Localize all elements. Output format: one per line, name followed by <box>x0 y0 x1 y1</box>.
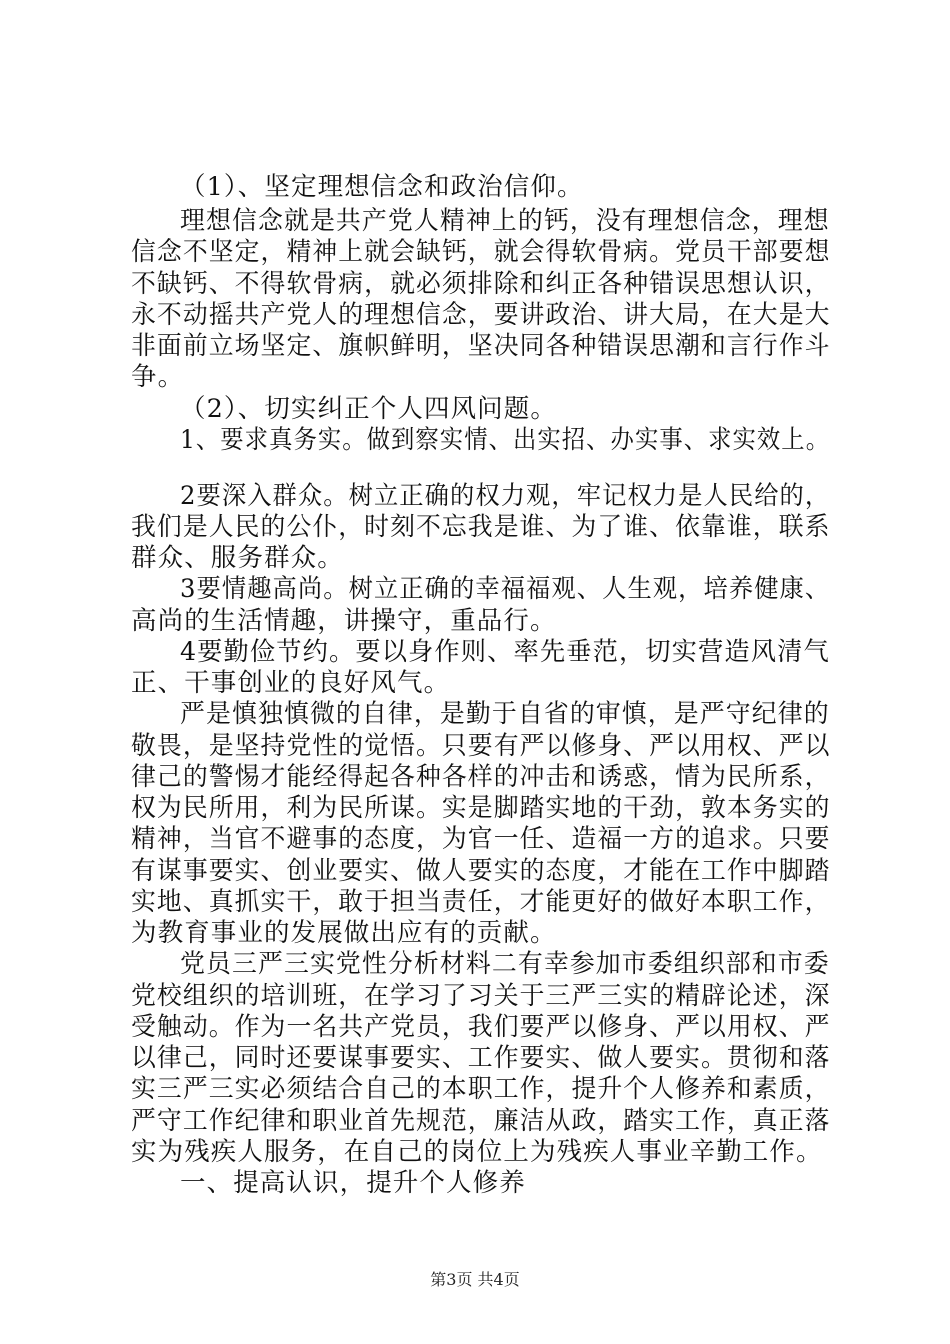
body-line: 严守工作纪律和职业首先规范，廉洁从政，踏实工作，真正落 <box>131 1106 831 1136</box>
body-line: 党员三严三实党性分析材料二有幸参加市委组织部和市委 <box>180 949 830 979</box>
body-line: 1、要求真务实。做到察实情、出实招、办实事、求实效上。 <box>180 425 831 455</box>
body-line: 4要勤俭节约。要以身作则、率先垂范，切实营造风清气 <box>180 637 830 667</box>
body-line: 非面前立场坚定、旗帜鲜明，坚决同各种错误思潮和言行作斗 <box>131 331 831 361</box>
body-line: 争。 <box>131 362 185 392</box>
body-line: 以律己，同时还要谋事要实、工作要实、做人要实。贯彻和落 <box>131 1043 831 1073</box>
body-line: 严是慎独慎微的自律，是勤于自省的审慎，是严守纪律的 <box>180 699 830 729</box>
body-line: 受触动。作为一名共产党员，我们要严以修身、严以用权、严 <box>131 1012 831 1042</box>
body-line: 实三严三实必须结合自己的本职工作，提升个人修养和素质， <box>131 1074 831 1104</box>
page-number-footer: 第3页 共4页 <box>430 1270 520 1289</box>
body-line: 信念不坚定，精神上就会缺钙，就会得软骨病。党员干部要想 <box>131 237 831 267</box>
body-line: 党校组织的培训班，在学习了习关于三严三实的精辟论述，深 <box>131 981 831 1011</box>
body-line: 2要深入群众。树立正确的权力观，牢记权力是人民给的， <box>180 481 831 511</box>
body-line: 我们是人民的公仆，时刻不忘我是谁、为了谁、依靠谁，联系 <box>131 512 831 542</box>
heading-line: （1）、坚定理想信念和政治信仰。 <box>180 172 584 202</box>
body-line: 高尚的生活情趣，讲操守，重品行。 <box>131 606 557 636</box>
body-line: 实地、真抓实干，敢于担当责任，才能更好的做好本职工作， <box>131 887 831 917</box>
body-line: 敬畏，是坚持党性的觉悟。只要有严以修身、严以用权、严以 <box>131 731 831 761</box>
body-line: 正、干事创业的良好风气。 <box>131 668 451 698</box>
section-heading: 一、提高认识，提升个人修养 <box>180 1168 526 1198</box>
body-line: 群众、服务群众。 <box>131 543 344 573</box>
body-line: 精神，当官不避事的态度，为官一任、造福一方的追求。只要 <box>131 824 831 854</box>
body-line: 理想信念就是共产党人精神上的钙，没有理想信念，理想 <box>180 206 830 236</box>
body-line: 律己的警惕才能经得起各种各样的冲击和诱惑，情为民所系， <box>131 762 831 792</box>
body-line: 实为残疾人服务，在自己的岗位上为残疾人事业辛勤工作。 <box>131 1137 823 1167</box>
body-line: 有谋事要实、创业要实、做人要实的态度，才能在工作中脚踏 <box>131 856 831 886</box>
body-line: 为教育事业的发展做出应有的贡献。 <box>131 918 557 948</box>
body-line: 永不动摇共产党人的理想信念，要讲政治、讲大局，在大是大 <box>131 300 831 330</box>
body-line: 不缺钙、不得软骨病，就必须排除和纠正各种错误思想认识， <box>131 269 831 299</box>
heading-line: （2）、切实纠正个人四风问题。 <box>180 394 557 424</box>
body-line: 权为民所用，利为民所谋。实是脚踏实地的干劲，敦本务实的 <box>131 793 831 823</box>
body-line: 3要情趣高尚。树立正确的幸福福观、人生观，培养健康、 <box>180 574 831 604</box>
